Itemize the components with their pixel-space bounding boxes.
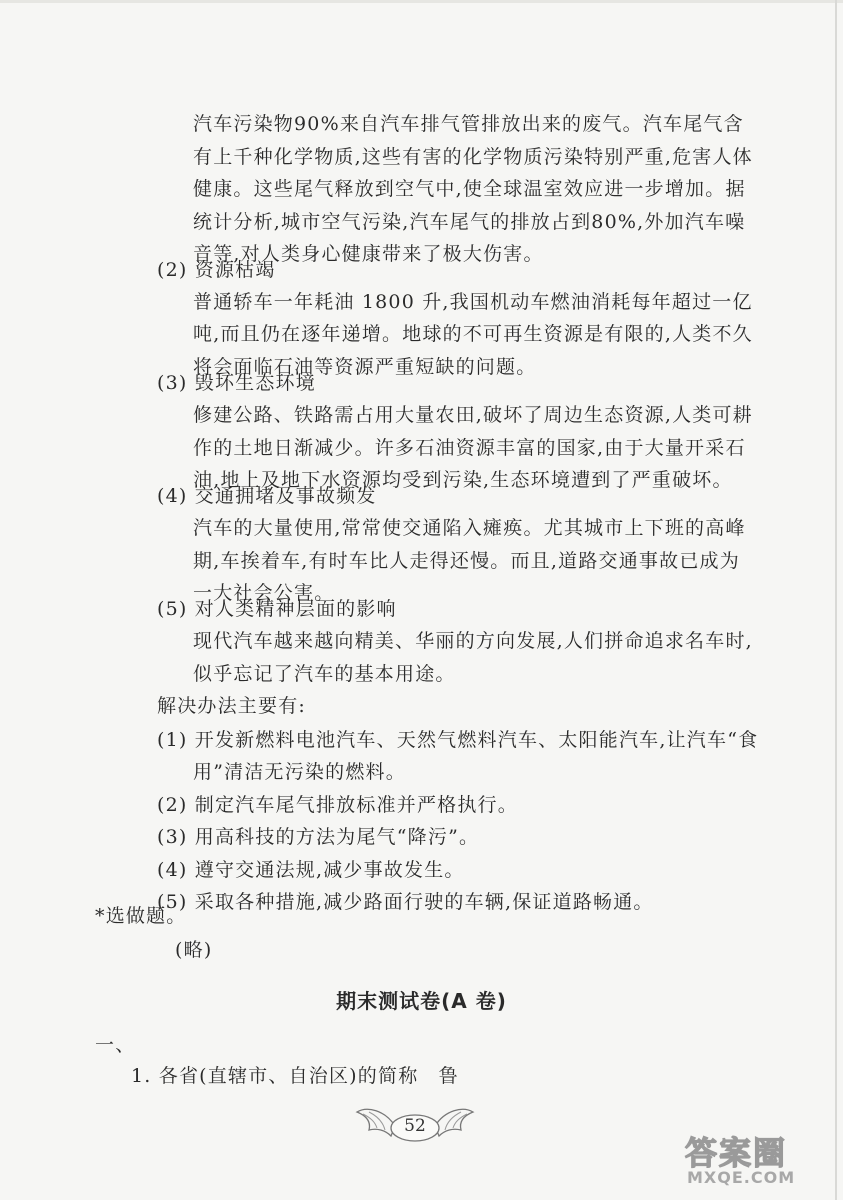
question-item: 1. 各省(直辖市、自治区)的简称 鲁 [131,1065,459,1087]
solution-item: (4) 遵守交通法规,减少事故发生。 [157,859,465,881]
text-line: 油,地上及地下水资源均受到污染,生态环境遭到了严重破坏。 [193,469,733,491]
solution-item: (5) 采取各种措施,减少路面行驶的车辆,保证道路畅通。 [157,891,654,913]
text-line: 修建公路、铁路需占用大量农田,破坏了周边生态资源,人类可耕 [193,404,753,426]
solution-item: (3) 用高科技的方法为尾气“降污”。 [157,826,480,848]
subheading: (2) 资源枯竭 [157,259,276,281]
text-line: 汽车的大量使用,常常使交通陷入瘫痪。尤其城市上下班的高峰 [193,517,746,539]
page-number: 52 [404,1116,426,1136]
text-line: 期,车挨着车,有时车比人走得还慢。而且,道路交通事故已成为 [193,550,740,572]
text-line: 健康。这些尾气释放到空气中,使全球温室效应进一步增加。据 [193,178,746,200]
subheading: (4) 交通拥堵及事故频发 [157,485,377,507]
solution-item: (2) 制定汽车尾气排放标准并严格执行。 [157,794,518,816]
page-right-edge [835,0,837,1200]
text-line: 作的土地日渐减少。许多石油资源丰富的国家,由于大量开采石 [193,437,746,459]
text-line: 音等,对人类身心健康带来了极大伤害。 [193,243,544,265]
subheading: (5) 对人类精神层面的影响 [157,598,397,620]
page-top-edge [0,0,843,3]
section-number: 一、 [95,1034,136,1056]
text-line: 汽车污染物90%来自汽车排气管排放出来的废气。汽车尾气含 [193,113,744,135]
text-line: 有上千种化学物质,这些有害的化学物质污染特别严重,危害人体 [193,146,753,168]
text-line: 普通轿车一年耗油 1800 升,我国机动车燃油消耗每年超过一亿 [193,291,753,313]
subheading: (3) 毁坏生态环境 [157,372,316,394]
text-line: 似乎忘记了汽车的基本用途。 [193,663,456,685]
watermark-url: MXQE.COM [687,1168,796,1187]
optional-answer: (略) [175,939,213,961]
solutions-heading: 解决办法主要有: [157,695,307,717]
text-line: 现代汽车越来越向精美、华丽的方向发展,人们拼命追求名车时, [193,630,753,652]
text-line: 吨,而且仍在逐年递增。地球的不可再生资源是有限的,人类不久 [193,323,753,345]
text-line: 统计分析,城市空气污染,汽车尾气的排放占到80%,外加汽车噪 [193,211,746,233]
watermark-text: 答案圈 [685,1134,788,1172]
page-number-ornament [355,1100,475,1156]
watermark-logo [685,1128,825,1192]
optional-label: *选做题。 [95,905,187,927]
solution-item: (1) 开发新燃料电池汽车、天然气燃料汽车、太阳能汽车,让汽车“食 [157,729,759,751]
text-line: 将会面临石油等资源严重短缺的问题。 [193,356,537,378]
section-title: 期末测试卷(A 卷) [336,989,507,1013]
text-line: 一大社会公害。 [193,582,335,604]
solution-item: 用”清洁无污染的燃料。 [193,761,406,783]
